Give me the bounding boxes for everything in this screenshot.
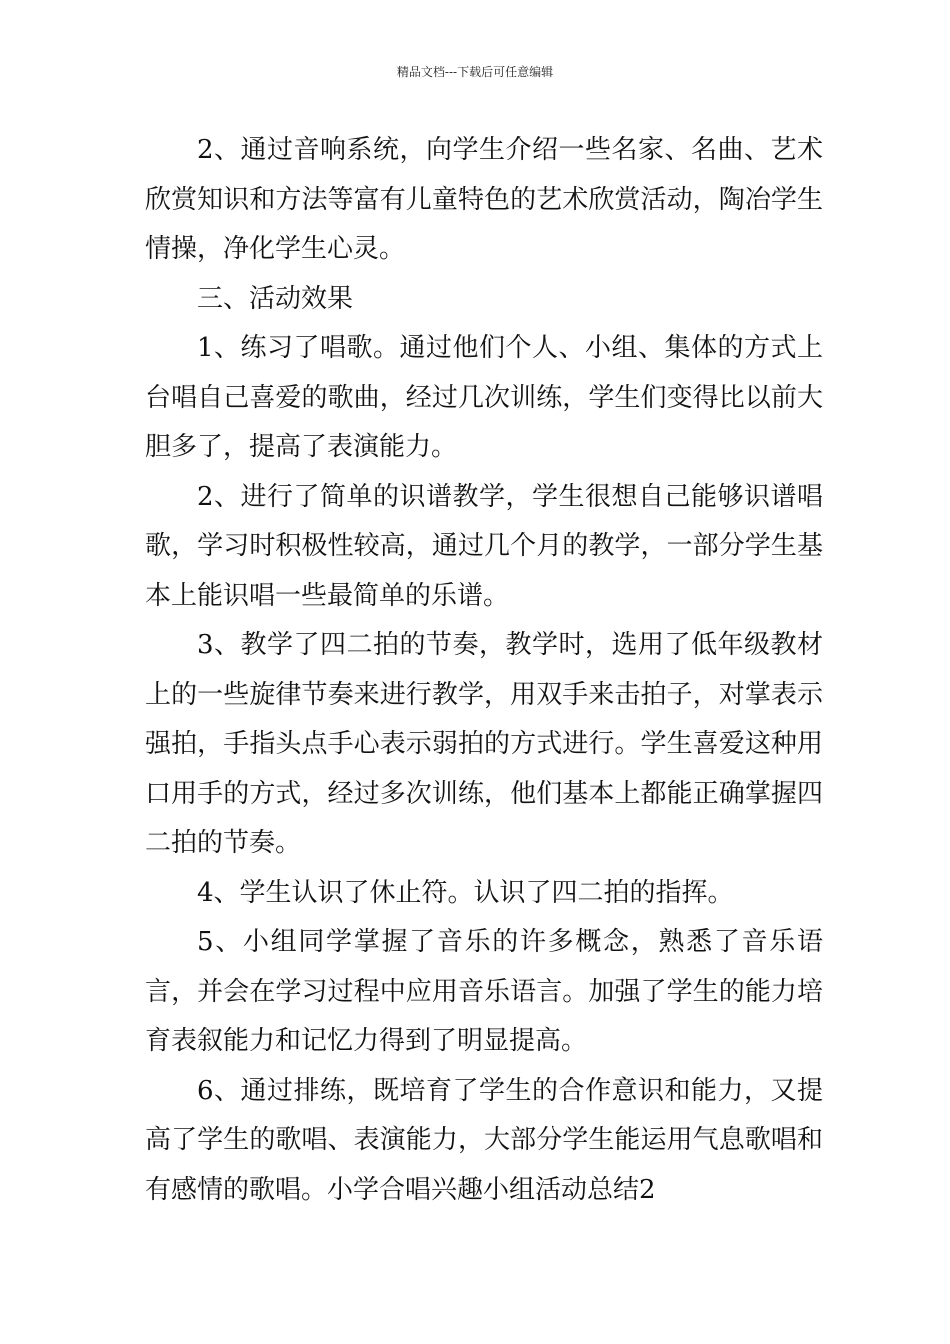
- paragraph-notation-teaching: 2、进行了简单的识谱教学，学生很想自己能够识谱唱歌，学习时积极性较高，通过几个月的教学，一部分学生基本上能识唱一些最简单的乐谱。: [145, 481, 823, 611]
- paragraph-singing-practice: 1、练习了唱歌。通过他们个人、小组、集体的方式上台唱自己喜爱的歌曲，经过几次训练，学生们变得比以前大胆多了，提高了表演能力。: [145, 333, 823, 462]
- paragraph-art-appreciation: 2、通过音响系统，向学生介绍一些名家、名曲、艺术欣赏知识和方法等富有儿童特色的艺术欣赏活动，陶冶学生情操，净化学生心灵。: [145, 135, 823, 264]
- page-header: 精品文档---下载后可任意编辑: [396, 65, 554, 79]
- section-heading-activity-effects: 三、活动效果: [197, 283, 354, 314]
- paragraph-music-concepts: 5、小组同学掌握了音乐的许多概念，熟悉了音乐语言，并会在学习过程中应用音乐语言。加强了学生的能力培育表叙能力和记忆力得到了明显提高。: [145, 927, 823, 1056]
- paragraph-rest-symbols: 4、学生认识了休止符。认识了四二拍的指挥。: [197, 877, 734, 908]
- paragraph-rhythm-teaching: 3、教学了四二拍的节奏，教学时，选用了低年级教材上的一些旋律节奏来进行教学，用双手来击拍子，对掌表示强拍，手指头点手心表示弱拍的方式进行。学生喜爱这种用口用手的方式，经过多次训练，他们基本上都能正确掌握四二拍的节奏。: [145, 630, 823, 858]
- document-body: [145, 126, 823, 1215]
- paragraph-rehearsal: 6、通过排练，既培育了学生的合作意识和能力，又提高了学生的歌唱、表演能力，大部分学生能运用气息歌唱和有感情的歌唱。小学合唱兴趣小组活动总结2: [145, 1075, 823, 1205]
